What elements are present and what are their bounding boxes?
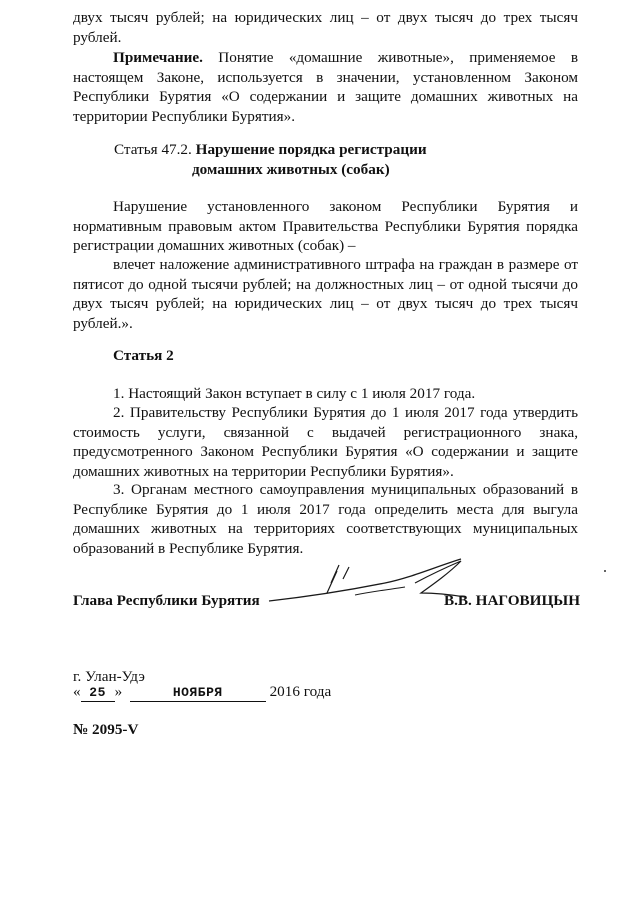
signing-place: г. Улан-Удэ bbox=[73, 668, 145, 685]
signatory-name: В.В. НАГОВИЦЫН bbox=[444, 592, 581, 609]
signing-date bbox=[73, 682, 331, 702]
date-open-quote: « bbox=[73, 683, 81, 700]
article-47-2-heading bbox=[114, 140, 534, 179]
article-47-2-paragraph-1: Нарушение установленного законом Республики Бурятия и нормативным правовым актом Правительства Республики Бурятия порядка регистрации домашних животных (собак) – bbox=[73, 198, 578, 254]
article-47-2-title-line1: Нарушение порядка регистрации bbox=[195, 141, 427, 158]
article-2-heading: Статья 2 bbox=[113, 347, 174, 364]
date-month: НОЯБРЯ bbox=[130, 684, 266, 702]
article-47-2-paragraph-2: влечет наложение административного штрафа на граждан в размере от пятисот до одной тысячи рублей; на должностных лиц – от одной тысячи до двух тысяч рублей; на юридических лиц – от двух тысяч до трех тысяч рублей.». bbox=[73, 256, 578, 332]
date-close-quote: » bbox=[114, 683, 123, 700]
date-day: 25 bbox=[81, 684, 115, 702]
date-year: 2016 года bbox=[269, 683, 332, 700]
continued-paragraph: двух тысяч рублей; на юридических лиц – от двух тысяч до трех тысяч рублей. bbox=[73, 9, 578, 46]
article-2-item-2: 2. Правительству Республики Бурятия до 1 июля 2017 года утвердить стоимость услуги, связанной с выдачей регистрационного знака, предусмотренного Законом Республики Бурятия «О содержании и защите домашних животных на территории Республики Бурятия». bbox=[73, 404, 578, 480]
article-47-2-number: Статья 47.2. bbox=[114, 141, 196, 158]
law-number: № 2095-V bbox=[73, 721, 139, 738]
article-2-item-1: 1. Настоящий Закон вступает в силу с 1 июля 2017 года. bbox=[113, 385, 476, 402]
ink-dot bbox=[604, 570, 606, 572]
note-paragraph bbox=[73, 48, 578, 126]
article-47-2-title-line2: домашних животных (собак) bbox=[192, 160, 390, 178]
note-label: Примечание. bbox=[113, 49, 203, 66]
article-2-item-3: 3. Органам местного самоуправления муниципальных образований в Республике Бурятия до 1 июля 2017 года определить места для выгула домашних животных на территориях соответствующих муниципальных образований в Республике Бурятия. bbox=[73, 481, 578, 557]
signatory-title: Глава Республики Бурятия bbox=[73, 592, 260, 609]
handwritten-signature bbox=[265, 553, 470, 615]
note-text: Понятие «домашние животные», применяемое в настоящем Законе, используется в значении, установленном Законом Республики Бурятия «О содержании и защите домашних животных на территории Республики Бурятия». bbox=[73, 49, 578, 125]
